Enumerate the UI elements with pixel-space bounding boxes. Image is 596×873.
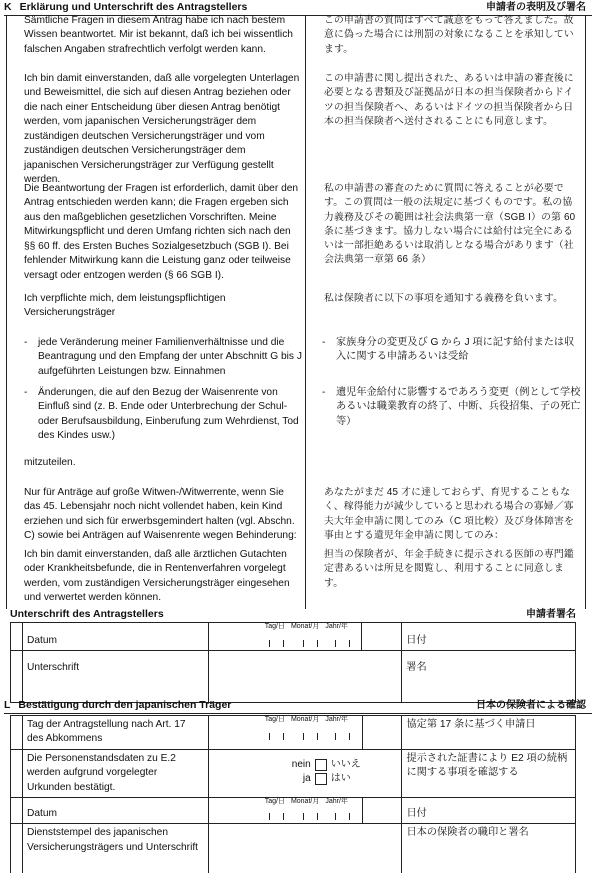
mitzuteilen-text: mitzuteilen. [24, 457, 76, 468]
confirmation-date-input[interactable] [208, 798, 362, 824]
application-date-input[interactable] [208, 716, 362, 750]
list-dash: - [24, 387, 28, 398]
nein-label: nein [291, 758, 311, 770]
section-title-de: Erklärung und Unterschrift des Antragstellers [19, 1, 248, 14]
signature-label-de: Unterschrift [22, 651, 208, 703]
date-input[interactable] [208, 623, 362, 651]
list-dash: - [24, 337, 28, 348]
row-gutter [11, 824, 23, 873]
section-title-de: Bestätigung durch den japanischen Träger [18, 699, 232, 712]
date-spacer [362, 623, 402, 651]
date-jahr-label: Jahr/年 [325, 798, 348, 806]
date-tag-label: Tag/日 [264, 716, 285, 723]
declaration-de-4: Ich verpflichte mich, dem leistungspflichtigen Versicherungsträger [24, 293, 226, 319]
section-letter: L [4, 699, 11, 712]
date-jahr-label: Jahr/年 [325, 623, 348, 630]
stamp-field[interactable] [208, 824, 402, 873]
list-dash: - [322, 387, 326, 398]
option-nein[interactable] [213, 758, 398, 772]
row-gutter [11, 623, 23, 651]
declaration-jp-1: この申請書の質問はすべて誠意をもって答えました。故意に偽った場合には刑罰の対象になることを承知しています。 [324, 15, 574, 55]
date-monat-label: Monat/月 [290, 798, 320, 806]
declaration-jp-2: この申請書に関し提出された、あるいは申請の審査後に必要となる書類及び証拠品が日本の担当保険者からドイツの担当保険者へ、あるいはドイツの担当保険者から日本の担当保険者へ送付されることにも同意します。 [324, 73, 574, 127]
signature-title-de: Unterschrift des Antragstellers [10, 608, 164, 621]
section-title-jp: 日本の保険者による確認 [476, 699, 586, 711]
declaration-de-6: Ich bin damit einverstanden, daß alle ärztlichen Gutachten oder Krankheitsbefunde, die in Rentenverfahren vorgelegt werden, vom zuständigen Versicherungsträger eingesehen und verwertet werden können. [24, 549, 290, 604]
signature-table [10, 622, 576, 703]
section-l-header [4, 700, 592, 714]
list-item-text: 遺児年金給付に影響するであろう変更（例として学校あるいは職業教育の終了、中断、兵役招集、子の死亡等） [336, 387, 581, 427]
declaration-de-3: Die Beantwortung der Fragen ist erforderlich, damit über den Antrag entschieden werden kann; die Fragen ergeben sich aus den maßgeblichen gesetzlichen Vorschriften. Meine Mitwirkungspflicht und deren Umfang richten sich nach den §§ 60 ff. des Ersten Buches Sozialgesetzbuch (SGB I). Bei fehlender Mitwirkung kann die Leistung ganz oder teilweise versagt oder entzogen werden (§ 66 SGB I). [24, 183, 299, 281]
date-tag-label: Tag/日 [264, 798, 285, 806]
civil-status-label-de: Die Personenstandsdaten zu E.2 werden aufgrund vorgelegter Urkunden bestätigt. [22, 749, 208, 797]
application-date-label-de: Tag der Antragstellung nach Art. 17 des Abkommens [22, 716, 208, 750]
date-monat-label: Monat/月 [290, 623, 320, 630]
row-gutter [11, 749, 23, 797]
column-divider [305, 16, 306, 609]
date-ticks [221, 640, 352, 647]
date-label-jp: 日付 [402, 623, 576, 651]
declaration-jp-3: 私の申請書の審査のために質問に答えることが必要です。この質問は一般の法規定に基づくものです。私の協力義務及びその範囲は社会法典第一章（SGB I）の第 60 条に基づきます。協力しない場合には給付は完全にあるいは一部拒絶あるいは取消しとなる場合があります（社会法典第一章第 66 条） [324, 183, 576, 266]
declaration-de-1: Sämtliche Fragen in diesem Antrag habe ich nach bestem Wissen beantwortet. Mir ist bekannt, daß ich bei wissentlich falschen Angaben strafrechtlich verfolgt werden kann. [24, 15, 293, 55]
section-title-jp: 申請者の表明及び署名 [486, 1, 586, 13]
date-ticks [221, 733, 352, 740]
column-border-right [585, 16, 586, 609]
row-gutter [11, 798, 23, 824]
section-letter: K [4, 1, 12, 14]
column-border-left [6, 16, 7, 609]
signature-field[interactable] [208, 651, 402, 703]
civil-status-options [208, 749, 402, 797]
stamp-label-jp: 日本の保険者の職印と署名 [402, 824, 576, 873]
declaration-de-2: Ich bin damit einverstanden, daß alle vorgelegten Unterlagen und Beweismittel, die sich auf diesen Antrag beziehen oder die nach einer Entscheidung über diesen Antrag benötigt werden, vom japanischen Versicherungsträger dem zuständigen deutschen Versicherungsträger und vom zuständigen deutschen Versicherungsträger dem japanischen Versicherungsträger zur Verfügung gestellt werden. [24, 73, 300, 186]
ja-checkbox[interactable] [315, 773, 327, 785]
declaration-columns [6, 16, 590, 609]
date-tag-label: Tag/日 [264, 623, 285, 630]
list-item-text: 家族身分の変更及び G から J 項に記す給付または収入に関する申請あるいは受給 [336, 337, 575, 363]
civil-status-label-jp: 提示された証書により E2 項の続柄に関する事項を確認する [402, 749, 576, 797]
date-monat-label: Monat/月 [290, 716, 320, 723]
list-item-de-1 [24, 336, 302, 379]
list-item-jp-1 [322, 336, 582, 365]
row-gutter [11, 651, 23, 703]
date-spacer [362, 798, 402, 824]
list-item-text: jede Veränderung meiner Familienverhältnisse und die Beantragung und den Empfang der unter Abschnitt G bis J aufgeführten Leistungen bzw. Einnahmen [38, 337, 302, 377]
application-date-label-jp: 協定第 17 条に基づく申請日 [402, 716, 576, 750]
confirmation-table [10, 715, 576, 873]
list-item-de-2 [24, 386, 302, 444]
declaration-de-5: Nur für Anträge auf große Witwen-/Witwerrente, wenn Sie das 45. Lebensjahr noch nicht vollendet haben, kein Kind erziehen und sich für erwerbsgemindert halten (vgl. Abschn. C) sowie bei Anträgen auf Waisenrente wegen Behinderung: [24, 487, 297, 542]
date-label-de: Datum [22, 798, 208, 824]
date-jahr-label: Jahr/年 [325, 716, 348, 723]
date-label-de: Datum [22, 623, 208, 651]
list-item-jp-2 [322, 386, 582, 429]
declaration-jp-6: 担当の保険者が、年金手続きに提示される医師の専門鑑定書あるいは所見を閲覧し、利用することに同意します。 [324, 549, 574, 589]
ja-label: ja [302, 773, 311, 785]
date-ticks [221, 813, 352, 820]
option-ja[interactable] [213, 772, 398, 786]
list-dash: - [322, 337, 326, 348]
signature-header [10, 608, 590, 622]
list-item-text: Änderungen, die auf den Bezug der Waisenrente von Einfluß sind (z. B. Ende oder Unterbrechung der Schul- oder Berufsausbildung, Einberufung zum Wehrdienst, Tod des Kindes usw.) [38, 387, 299, 442]
nein-label-jp: いいえ [330, 758, 361, 770]
date-label-jp: 日付 [402, 798, 576, 824]
declaration-jp-4: 私は保険者に以下の事項を通知する義務を負います。 [324, 293, 564, 304]
date-spacer [362, 716, 402, 750]
signature-title-jp: 申請者署名 [526, 608, 576, 620]
declaration-jp-5: あなたがまだ 45 才に達しておらず、育児することもなく、稼得能力が減少していると思われる場合の寡婦／寡夫大年金申請に関してのみ（C 項比較）及び身体障害を事由とする遺児年金申請に関してのみ： [324, 487, 575, 541]
nein-checkbox[interactable] [315, 759, 327, 771]
ja-label-jp: はい [330, 773, 351, 785]
stamp-label-de: Dienststempel des japanischen Versicherungsträgers und Unterschrift [22, 824, 208, 873]
signature-label-jp: 署名 [402, 651, 576, 703]
row-gutter [11, 716, 23, 750]
